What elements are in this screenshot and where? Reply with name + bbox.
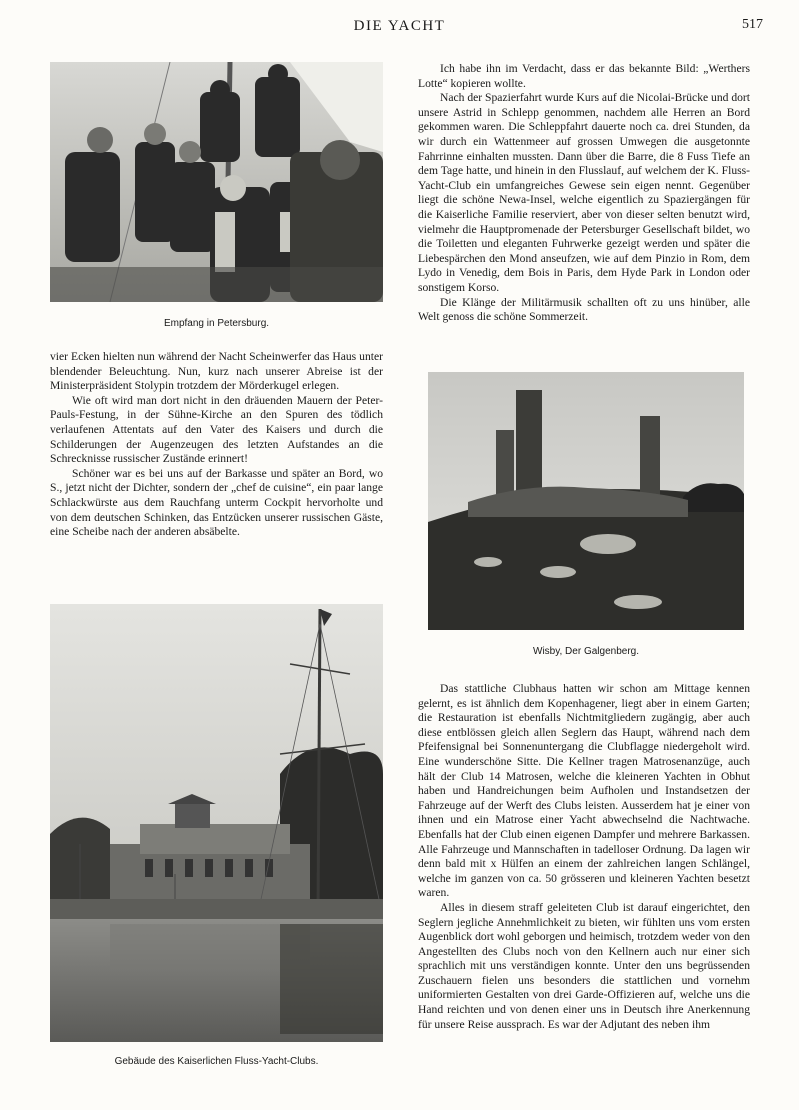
- paragraph: Die Klänge der Militärmusik schallten oft zu uns hinüber, alle Welt genoss die schöne Sommerzeit.: [418, 295, 750, 324]
- caption-wisby-galgenberg: Wisby, Der Galgenberg.: [533, 646, 639, 657]
- caption-empfang-petersburg: Empfang in Petersburg.: [163, 318, 270, 329]
- right-column-text-top: [418, 62, 750, 325]
- paragraph: vier Ecken hielten nun während der Nacht Scheinwerfer das Haus unter blendender Beleuchtung. Nun, kurz nach unserer Abreise ist der Ministerpräsident Stolypin trotzdem der Mörderkugel erlegen.: [50, 350, 383, 393]
- paragraph: Das stattliche Clubhaus hatten wir schon am Mittage kennen gelernt, es ist ähnlich dem Kopenhagener, liegt aber in einem Garten; die Restauration ist ebenfalls Nichtmitgliedern zugängig, aber auch diese entblössen gleich allen Seglern das Haupt, während nach dem Pfeifensignal bei Sonnenuntergang die Clubflagge niedergeholt wird. Eine wunderschöne Sitte. Die Kellner tragen Matrosenanzüge, auch hält der Club 14 Matrosen, welche die kleineren Yachten in Obhut haben und Handreichungen beim Aufholen und Instandsetzen der Fahrzeuge auf der Werft des Clubs leisten. Ausserdem hat je einer von ihnen und ein Matrose einer Yacht abwechselnd die Nachtwache. Ebenfalls hat der Club einen eigenen Dampfer und mehrere Barkassen. Alle Fahrzeuge und Mannschaften in tadelloser Ordnung. Da lagen wir denn bald mit x Hülfen an einem der zahlreichen langen Schlängel, welche im ganzen von ca. 50 grösseren und kleineren Yachten besetzt waren.: [418, 682, 750, 900]
- photo-empfang-petersburg: [50, 62, 383, 302]
- right-column-text-bottom: [418, 682, 750, 1032]
- paragraph: Alles in diesem straff geleiteten Club ist darauf eingerichtet, den Seglern jegliche Annehmlichkeit zu bieten, wir fühlten uns vom ersten Augenblick dort wohl geborgen und heimisch, trotzdem weder von den Angestellten des Clubs noch von den Kellnern auch nur einer sich sprachlich mit uns verständigen konnte. Unter den uns begrüssenden Zuschauern fielen uns besonders die stattlichen und vornehm uniformierten Gestalten von drei Garde-Offizieren auf, welche uns die Hand reichten und von denen einer uns in Deutsch ihre Anerkennung für unsere Reise aussprach. Es war der Adjutant des neben ihm: [418, 900, 750, 1031]
- paragraph: Wie oft wird man dort nicht in den dräuenden Mauern der Peter-Pauls-Festung, in der Sühne-Kirche an den Spuren des tödlich verlaufenen Attentats auf den Vater des Kaisers und durch die Schilderungen der Augenzeugen des letzten Aufstandes an die Schrecknisse russischer Zustände erinnert!: [50, 393, 383, 466]
- paragraph: Schöner war es bei uns auf der Barkasse und später an Bord, wo S., jetzt nicht der Dichter, sondern der „chef de cuisine“, ein paar lange Schlackwürste aus dem Rauchfang unterm Cockpit hervorholte und von dem deutschen Schinken, das Entzücken unserer russischen Gäste, eine Scheibe nach der anderen absäbelte.: [50, 466, 383, 539]
- paragraph: Ich habe ihn im Verdacht, dass er das bekannte Bild: „Werthers Lotte“ kopieren wollte.: [418, 62, 750, 90]
- paragraph: Nach der Spazierfahrt wurde Kurs auf die Nicolai-Brücke und dort unsere Astrid in Schlepp genommen, nachdem alle Herren an Bord gekommen waren. Die Schleppfahrt dauerte noch ca. drei Stunden, da wir durch ein Wattenmeer auf grossen Umwegen die ausgetonnte Fahrrinne einhalten mussten. Dann über die Barre, die 8 Fuss Tiefe an dem Tage hatte, und hinein in den Flusslauf, auf welchem der K. Fluss-Yacht-Club ein umfangreiches Gewese sein eigen nennt. Gegenüber liegt die schöne Newa-Insel, welche eigentlich zu Spaziergängen für die Kaiserliche Familie reserviert, aber von dieser selten benutzt wird, vielmehr die Hauptpromenade der Petersburger Gesellschaft bildet, wo die Toiletten und eleganten Fuhrwerke gezeigt werden und später die Liebespärchen den Mond anseufzen, wie auf dem Pinzio in Rom, dem Lydo in Venedig, dem Bois in Paris, dem Hyde Park in London oder sonstigem Korso.: [418, 91, 751, 294]
- page-header-title: DIE YACHT: [353, 18, 446, 34]
- photo-fluss-yacht-club: [50, 604, 383, 1042]
- left-column-text: [50, 350, 383, 540]
- caption-fluss-yacht-club: Gebäude des Kaiserlichen Fluss-Yacht-Clubs.: [114, 1056, 319, 1067]
- photo-wisby-galgenberg: [428, 372, 744, 630]
- page-number: 517: [742, 17, 763, 32]
